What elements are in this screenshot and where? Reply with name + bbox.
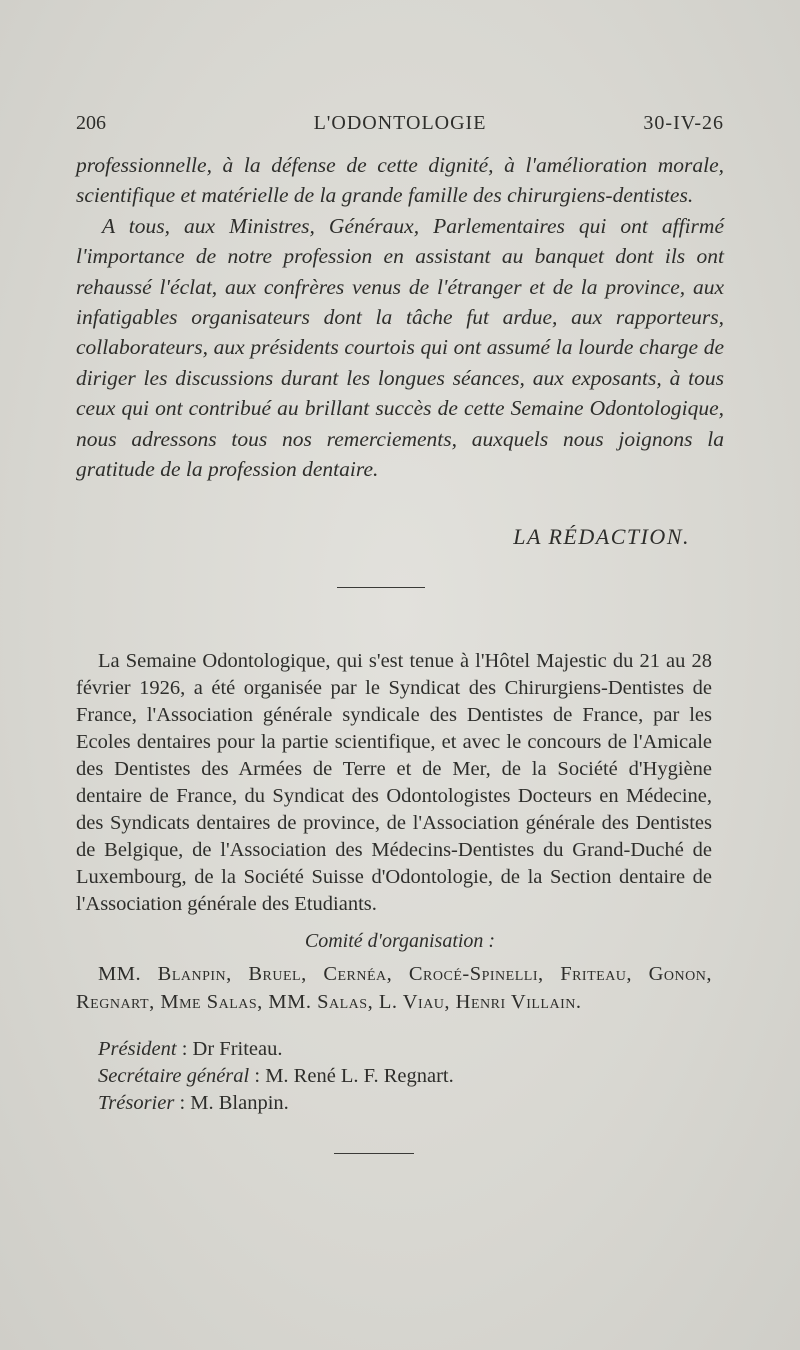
secretary-row: Secrétaire général : M. René L. F. Regnart. — [98, 1065, 454, 1087]
committee-roles — [98, 1036, 698, 1117]
committee-title: Comité d'organisation : — [304, 930, 496, 952]
closing-text — [76, 150, 724, 484]
secretary-value: M. René L. F. Regnart. — [265, 1065, 454, 1087]
treasurer-label: Trésorier — [98, 1092, 175, 1114]
treasurer-row: Trésorier : M. Blanpin. — [98, 1092, 289, 1114]
report-paragraph: La Semaine Odontologique, qui s'est tenue à l'Hôtel Majestic du 21 au 28 février 1926, a été organisée par le Syndicat des Chirurgiens-Dentistes de France, l'Association générale syndicale des Dentistes de France, par les Ecoles dentaires pour la partie scientifique, et avec le concours de l'Amicale des Dentistes des Armées de Terre et de Mer, de la Société d'Hygiène dentaire de France, du Syndicat des Odontologistes Docteurs en Médecine, des Syndicats dentaires de province, de l'Association générale des Dentistes de Belgique, de l'Association des Médecins-Dentistes du Grand-Duché de Luxembourg, de la Société Suisse d'Odontologie, de la Section dentaire de l'Association générale des Etudiants. — [76, 650, 712, 915]
running-title: L'ODONTOLOGIE — [313, 112, 487, 134]
section-divider — [337, 587, 425, 588]
page-header — [76, 112, 724, 142]
closing-paragraph-1: professionnelle, à la défense de cette dignité, à l'amélioration morale, scientifique et matérielle de la grande famille des chirurgiens-dentistes. — [76, 153, 724, 208]
president-value: Dr Friteau. — [192, 1038, 283, 1060]
president-row: Président : Dr Friteau. — [98, 1038, 283, 1060]
report-text — [76, 648, 712, 918]
end-divider — [334, 1153, 414, 1154]
president-label: Président — [98, 1038, 177, 1060]
closing-paragraph-2: A tous, aux Ministres, Généraux, Parlementaires qui ont affirmé l'importance de notre profession en assistant au banquet dont ils ont rehaussé l'éclat, aux confrères venus de l'étranger et de la province, aux infatigables organisateurs dont la tâche fut ardue, aux rapporteurs, collaborateurs, aux présidents courtois qui ont assumé la lourde charge de diriger les discussions durant les longues séances, aux exposants, à tous ceux qui ont contribué au brillant succès de cette Semaine Odontologique, nous adressons tous nos remerciements, auxquels nous joignons la gratitude de la profession dentaire. — [76, 213, 724, 482]
members-list: MM. Blanpin, Bruel, Cernéa, Crocé-Spinelli, Friteau, Gonon, Regnart, Mme Salas, MM. Salas, L. Viau, Henri Villain. — [76, 963, 712, 1013]
secretary-label: Secrétaire général — [98, 1065, 250, 1087]
treasurer-value: M. Blanpin. — [190, 1092, 289, 1114]
issue-date: 30-IV-26 — [643, 112, 724, 134]
committee-members — [76, 960, 712, 1016]
signature: LA RÉDACTION. — [513, 524, 690, 549]
page-number: 206 — [76, 112, 106, 134]
